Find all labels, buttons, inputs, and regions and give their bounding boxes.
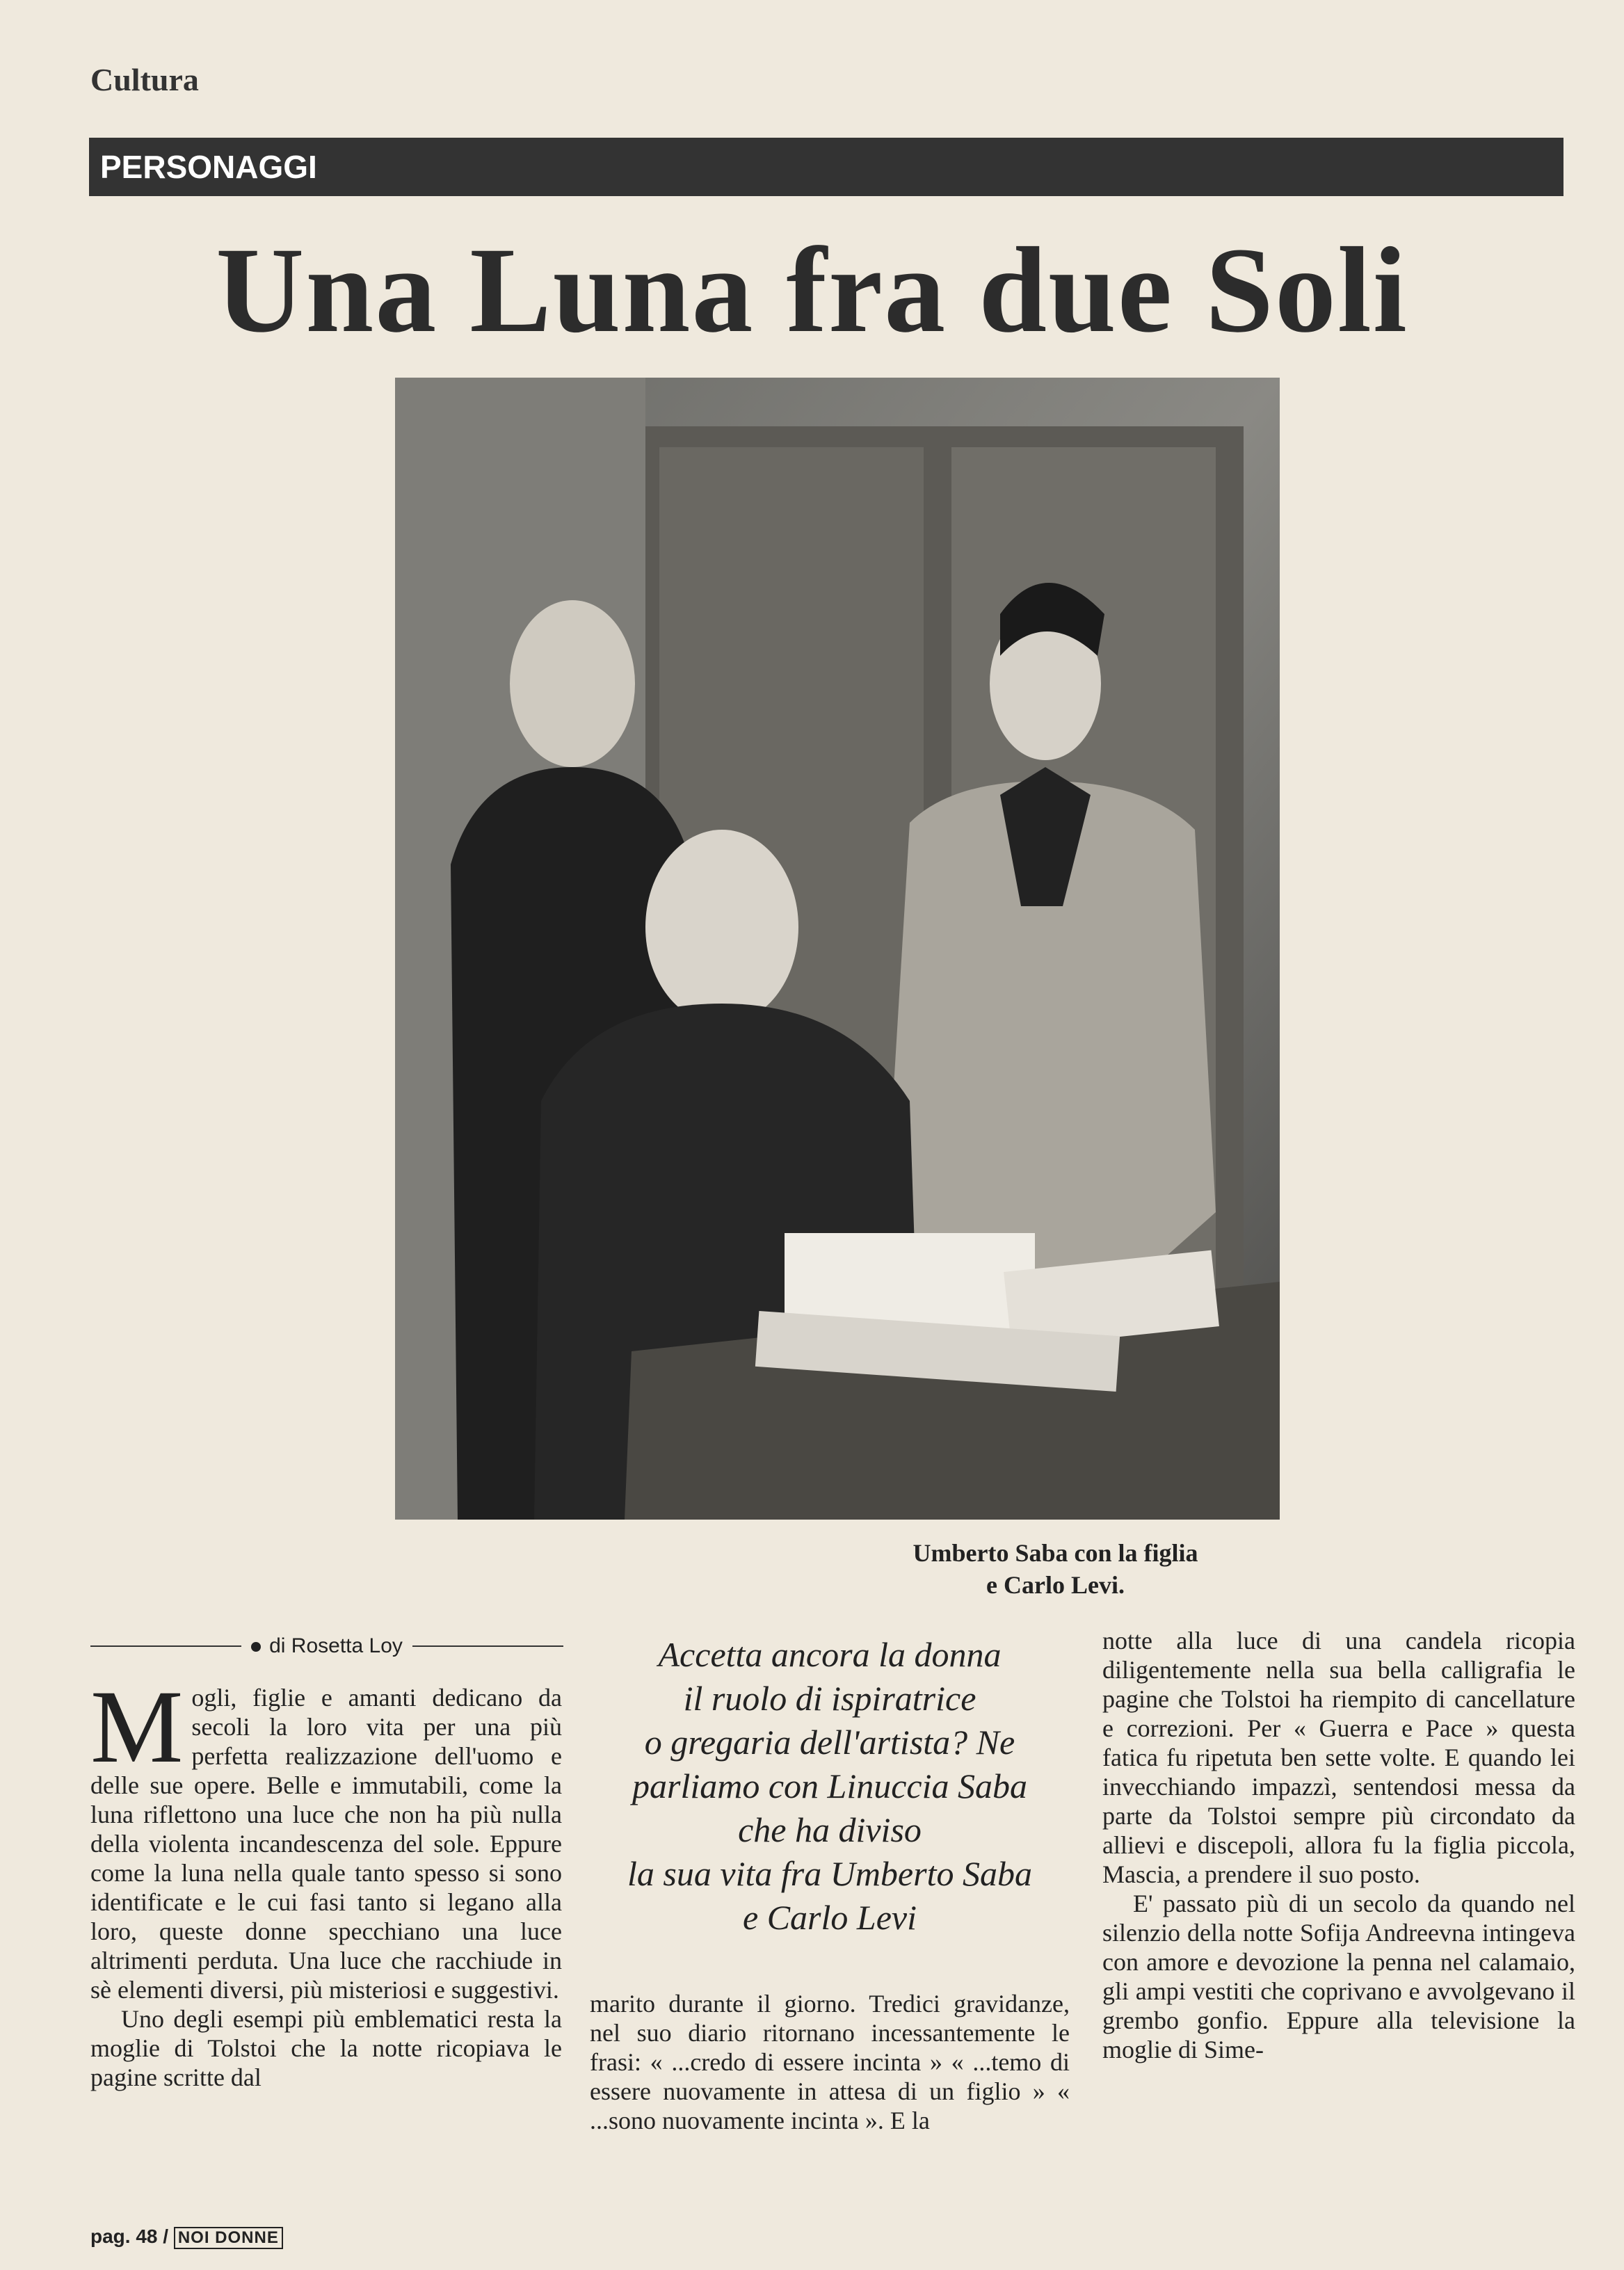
rubric-bar: PERSONAGGI [89, 138, 1563, 196]
article-paragraph: notte alla luce di una candela ricopia diligentemente nella sua bella calligrafia le pagine che Tolstoi ha riempito di cancellature e correzioni. Per « Guerra e Pace » questa fatica fu ripetuta ben sette volte. E quando lei invecchiando impazzì, sentendosi messa da parte da Tolstoi sempre più circondato da allievi e discepoli, allora fu la figlia piccola, Mascia, a prendere il suo posto. [1102, 1627, 1575, 1888]
bullet-icon [251, 1642, 261, 1652]
article-column-3 [1102, 1626, 1575, 2064]
caption-line: Umberto Saba con la figlia [913, 1539, 1198, 1567]
byline-rule [412, 1645, 563, 1647]
headline: Una Luna fra due Soli [216, 223, 1408, 358]
photo-image [395, 378, 1280, 1520]
byline-rule [90, 1645, 241, 1647]
photo-caption [0, 1537, 1624, 1601]
deck-line: o gregaria dell'artista? Ne [644, 1723, 1015, 1762]
caption-line: e Carlo Levi. [986, 1571, 1125, 1599]
page-footer [90, 2225, 283, 2249]
article-paragraph: marito durante il giorno. Tredici gravidanze, nel suo diario ritornano incessantemente le frasi: « ...credo di essere incinta » « ...temo di essere nuovamente in attesa di un figlio » « ...sono nuovamente incinta ». E la [590, 1990, 1070, 2134]
article-column-1 [90, 1669, 562, 2092]
deck-line: parliamo con Linuccia Saba [632, 1766, 1028, 1805]
dropcap: M [90, 1669, 184, 1785]
deck-line: il ruolo di ispiratrice [683, 1679, 976, 1718]
photo [395, 378, 1280, 1520]
page-number: pag. 48 / [90, 2225, 169, 2247]
article-column-2 [590, 1989, 1070, 2135]
section-label: Cultura [90, 62, 199, 97]
article-paragraph: ogli, figlie e amanti dedicano da secoli la loro vita per una più perfetta realizzazione dell'uomo e delle sue opere. Belle e immutabili, come la luna riflettono una luce che non ha più nulla della violenta incandescenza del sole. Eppure come la luna nella quale tanto spesso si sono identificate e le cui fasi tanto si legano alla loro, queste donne specchiano una luce altrimenti perduta. Una luce che racchiude in sè elementi diversi, più misteriosi e suggestivi. [90, 1684, 562, 2004]
deck-line: che ha diviso [738, 1810, 922, 1849]
deck [590, 1633, 1070, 1940]
byline [90, 1629, 563, 1664]
deck-line: e Carlo Levi [743, 1898, 917, 1937]
article-paragraph: E' passato più di un secolo da quando nel silenzio della notte Sofija Andreevna intingeva con amore e devozione la penna nel calamaio, gli ampi vestiti che coprivano e avvolgevano il grembo gonfio. Eppure alla televisione la moglie di Sime- [1102, 1890, 1575, 2063]
byline-author: di Rosetta Loy [269, 1634, 403, 1657]
article-paragraph: Uno degli esempi più emblematici resta la moglie di Tolstoi che la notte ricopiava le pagine scritte dal [90, 2005, 562, 2091]
deck-line: Accetta ancora la donna [658, 1635, 1002, 1674]
magazine-logo: NOI DONNE [174, 2227, 283, 2249]
deck-line: la sua vita fra Umberto Saba [627, 1854, 1032, 1893]
